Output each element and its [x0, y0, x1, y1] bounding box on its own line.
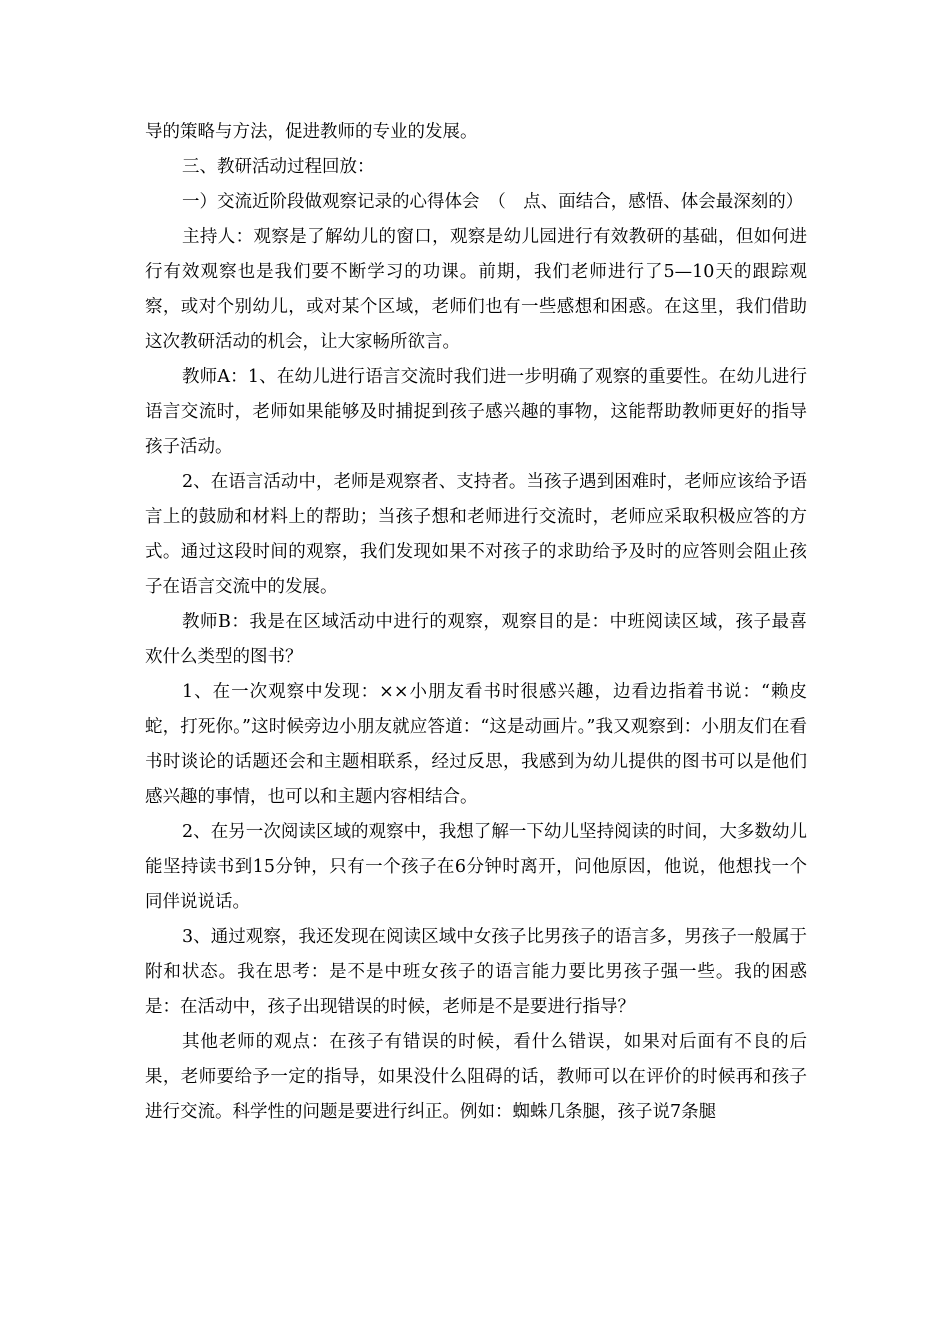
paragraph-teacher-a-1: 教师A：1、在幼儿进行语言交流时我们进一步明确了观察的重要性。在幼儿进行语言交流时，老师如果能够及时捕捉到孩子感兴趣的事物，这能帮助教师更好的指导孩子活动。	[145, 367, 807, 457]
section-heading-process-review: 三、教研活动过程回放：	[182, 157, 375, 177]
paragraph-teacher-b-3: 3、通过观察，我还发现在阅读区域中女孩子比男孩子的语言多，男孩子一般属于附和状态。我在思考：是不是中班女孩子的语言能力要比男孩子强一些。我的困惑是：在活动中，孩子出现错误的时候，老师是不是要进行指导？	[145, 927, 807, 1017]
paragraph-teacher-b: 教师B：我是在区域活动中进行的观察，观察目的是：中班阅读区域，孩子最喜欢什么类型的图书？	[145, 612, 807, 667]
paragraph-teacher-a-2: 2、在语言活动中，老师是观察者、支持者。当孩子遇到困难时，老师应该给予语言上的鼓励和材料上的帮助；当孩子想和老师进行交流时，老师应采取积极应答的方式。通过这段时间的观察，我们发现如果不对孩子的求助给予及时的应答则会阻止孩子在语言交流中的发展。	[145, 472, 807, 597]
paragraph-host: 主持人：观察是了解幼儿的窗口，观察是幼儿园进行有效教研的基础，但如何进行有效观察也是我们要不断学习的功课。前期，我们老师进行了5—10天的跟踪观察，或对个别幼儿，或对某个区域，老师们也有一些感想和困惑。在这里，我们借助这次教研活动的机会，让大家畅所欲言。	[145, 227, 807, 352]
paragraph-teacher-b-1: 1、在一次观察中发现：××小朋友看书时很感兴趣，边看边指着书说：“赖皮蛇，打死你。”这时候旁边小朋友就应答道：“这是动画片。”我又观察到：小朋友们在看书时谈论的话题还会和主题相联系，经过反思，我感到为幼儿提供的图书可以是他们感兴趣的事情，也可以和主题内容相结合。	[145, 682, 807, 807]
document-page	[145, 115, 807, 1130]
paragraph-intro-continuation: 导的策略与方法，促进教师的专业的发展。	[145, 122, 478, 142]
paragraph-teacher-b-2: 2、在另一次阅读区域的观察中，我想了解一下幼儿坚持阅读的时间，大多数幼儿能坚持读书到15分钟，只有一个孩子在6分钟时离开，问他原因，他说，他想找一个同伴说说话。	[145, 822, 807, 912]
paragraph-other-teachers: 其他老师的观点：在孩子有错误的时候，看什么错误，如果对后面有不良的后果，老师要给予一定的指导，如果没什么阻碍的话，教师可以在评价的时候再和孩子进行交流。科学性的问题是要进行纠正。例如：蜘蛛几条腿，孩子说7条腿	[145, 1032, 807, 1122]
subsection-heading-observation-exchange: 一）交流近阶段做观察记录的心得体会 （ 点、面结合，感悟、体会最深刻的）	[182, 192, 804, 212]
